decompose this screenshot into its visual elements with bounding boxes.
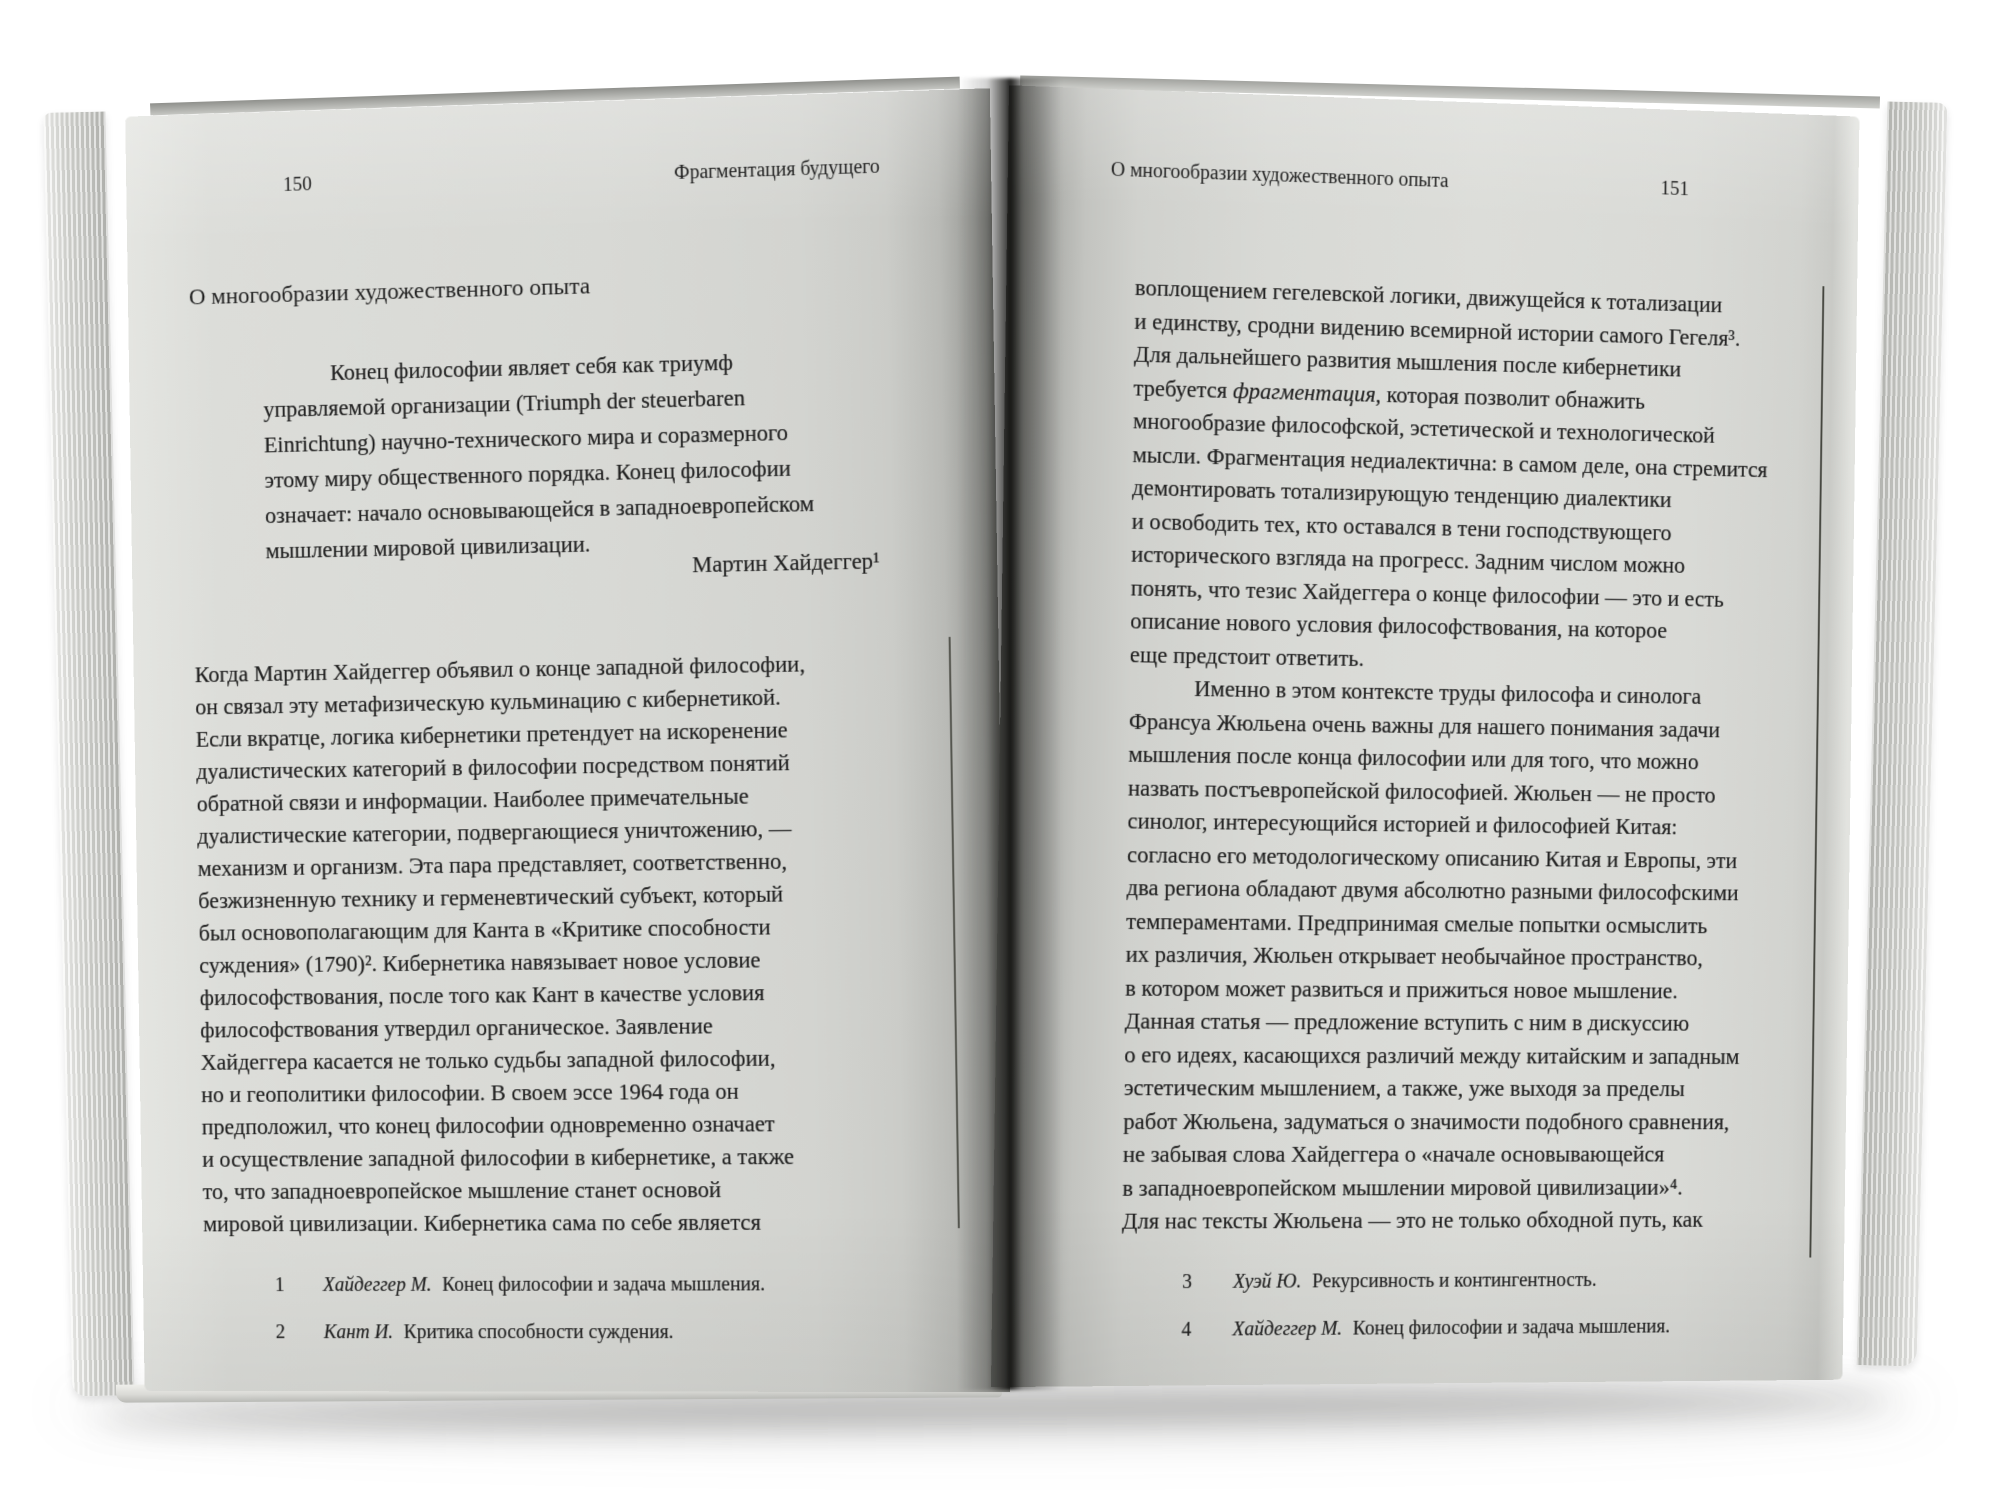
- text-line: был основополагающим для Канта в «Критике способности: [198, 914, 771, 946]
- text-line: работ Жюльена, задуматься о значимости подобного сравнения,: [1123, 1108, 1730, 1134]
- text-line: их различия, Жюльен открывает необычайное пространство,: [1125, 941, 1704, 971]
- footnote-author: Хайдеггер М.: [1232, 1317, 1343, 1341]
- text-line: синолог, интересующийся историей и философией Китая:: [1127, 808, 1678, 840]
- text-line: понять, что тезис Хайдеггера о конце философии — это и есть: [1130, 575, 1725, 612]
- text-line: то, что западноевропейское мышление станет основой: [202, 1177, 722, 1204]
- left-page-folio: 150: [282, 173, 313, 196]
- text-line: согласно его методологическому описанию Китая и Европы, эти: [1126, 841, 1738, 873]
- left-body-text: [195, 648, 814, 1241]
- left-page: [125, 88, 1010, 1392]
- text-line: и единству, сродни видению всемирной истории самого Гегеля³.: [1134, 308, 1741, 351]
- text-line: демонтировать тотализирующую тенденцию диалектики: [1131, 475, 1672, 513]
- text-line: мировой цивилизации. Кибернетика сама по себе является: [203, 1209, 762, 1237]
- text-line: многообразие философской, эстетической и технологической: [1132, 408, 1715, 448]
- text-line: философствования утвердил органическое. Заявление: [200, 1013, 713, 1043]
- footnote-text: Хайдеггер М. Конец философии и задача мышления.: [322, 1273, 766, 1296]
- text-line: эстетическим мышлением, а также, уже выходя за пределы: [1123, 1075, 1685, 1101]
- right-running-title: О многообразии художественного опыта: [1110, 158, 1449, 193]
- footnote-text: Хайдеггер М. Конец философии и задача мышления.: [1232, 1315, 1671, 1341]
- text-line: Einrichtung) научно-технического мира и соразмерного: [263, 420, 789, 458]
- right-body-paragraph-2: [1122, 671, 1745, 1238]
- text-line: мысли. Фрагментация недиалектична: в самом деле, она стремится: [1132, 441, 1768, 482]
- text-line: и осуществление западной философии в кибернетике, а также: [202, 1144, 795, 1172]
- text-line: Именно в этом контексте труды философа и синолога: [1194, 676, 1702, 709]
- text-line: Для дальнейшего развития мышления после кибернетики: [1133, 341, 1682, 382]
- text-line: исторического взгляда на прогресс. Задним числом можно: [1131, 541, 1686, 578]
- section-title: О многообразии художественного опыта: [188, 273, 591, 311]
- footnote-author: Хайдеггер М.: [322, 1274, 432, 1296]
- text-line: Когда Мартин Хайдеггер объявил о конце западной философии,: [194, 651, 806, 688]
- page-stack-right-edge: [1857, 101, 1948, 1366]
- right-page: [991, 85, 1859, 1387]
- text-line: темпераментами. Предпринимая смелые попытки осмыслить: [1125, 908, 1708, 938]
- right-body-paragraph-1: [1130, 271, 1770, 681]
- text-line: дуалистические категории, подвергающиеся уничтожению, —: [197, 815, 792, 849]
- left-footnotes: [204, 1272, 766, 1344]
- footnote: [1121, 1268, 1671, 1294]
- text-line: управляемой организации (Triumph der steuerbaren: [263, 385, 746, 423]
- page-stack-left-edge: [43, 111, 134, 1396]
- text-line: в котором может развиться и прижиться новое мышление.: [1125, 975, 1679, 1003]
- right-page-folio: 151: [1660, 177, 1690, 201]
- text-line: о его идеях, касающихся различий между китайским и западным: [1124, 1041, 1740, 1069]
- right-margin-rule: [1809, 286, 1824, 1257]
- text-line: безжизненную технику и герменевтический субъект, который: [198, 881, 784, 914]
- text-line: и освободить тех, кто оставался в тени господствующего: [1131, 508, 1672, 545]
- text-line: Данная статья — предложение вступить с ним в дискуссию: [1124, 1008, 1690, 1036]
- text-line: еще предстоит ответить.: [1129, 641, 1365, 671]
- text-line: в западноевропейском мышлении мировой цивилизации»⁴.: [1122, 1174, 1683, 1201]
- text-line: Конец философии являет себя как триумф: [329, 349, 734, 386]
- text-line: философствования, после того как Кант в качестве условия: [199, 980, 765, 1011]
- text-line: требуется фрагментация, которая позволит обнажить: [1133, 375, 1646, 414]
- footnote-text: Кант И. Критика способности суждения.: [323, 1321, 674, 1344]
- text-line: описание нового условия философствования, на которое: [1130, 608, 1668, 643]
- left-running-title: Фрагментация будущего: [673, 155, 880, 184]
- text-line: не забывая слова Хайдеггера о «начале основывающейся: [1122, 1141, 1665, 1167]
- text-line: назвать постъевропейской философией. Жюльен — не просто: [1127, 775, 1716, 807]
- right-page-header: [1111, 157, 1814, 206]
- text-line: означает: начало основывающейся в западноевропейском: [264, 491, 815, 528]
- text-line: мышлении мировой цивилизации.: [265, 531, 591, 564]
- right-footnotes: [1120, 1268, 1670, 1342]
- left-margin-rule: [949, 637, 960, 1228]
- footnote-author: Хуэй Ю.: [1232, 1270, 1302, 1293]
- text-line: механизм и организм. Эта пара представляет, соответственно,: [197, 848, 788, 881]
- footnote-number: 2: [275, 1321, 286, 1344]
- footnote-text: Хуэй Ю. Рекурсивность и контингентность.: [1232, 1269, 1597, 1293]
- text-line: Франсуа Жюльена очень важны для нашего понимания задачи: [1128, 708, 1721, 742]
- footnote-number: 1: [274, 1274, 285, 1296]
- footnote-number: 4: [1181, 1318, 1192, 1341]
- text-line: обратной связи и информации. Наиболее примечательные: [196, 783, 749, 817]
- text-line: Для нас тексты Жюльена — это не только обходной путь, как: [1121, 1207, 1704, 1234]
- footnote-number: 3: [1182, 1271, 1193, 1294]
- epigraph-attribution: Мартин Хайдеггер¹: [691, 548, 881, 578]
- footnote: [1120, 1315, 1670, 1342]
- left-page-header: [187, 154, 880, 201]
- text-line: Если вкратце, логика кибернетики претендует на искоренение: [195, 717, 788, 752]
- text-line: суждения» (1790)². Кибернетика навязывает новое условие: [199, 947, 761, 978]
- text-line: мышления после конца философии или для того, что можно: [1128, 741, 1699, 775]
- text-line: но и геополитики философии. В своем эссе 1964 года он: [201, 1078, 739, 1108]
- footnote: [205, 1320, 766, 1344]
- footnote: [204, 1272, 765, 1297]
- text-line: предположил, что конец философии одновременно означает: [201, 1111, 775, 1140]
- text-line: воплощением гегелевской логики, движущейся к тотализации: [1134, 275, 1723, 318]
- epigraph: [263, 343, 815, 569]
- footnote-author: Кант И.: [323, 1321, 394, 1344]
- text-line: Хайдеггера касается не только судьбы западной философии,: [200, 1045, 776, 1075]
- text-line: он связал эту метафизическую кульминацию с кибернетикой.: [195, 684, 781, 720]
- text-line: дуалистических категорий в философии посредством понятий: [196, 750, 790, 784]
- text-line: этому миру общественного порядка. Конец философии: [264, 455, 791, 493]
- text-line: два региона обладают двумя абсолютно разными философскими: [1126, 875, 1739, 906]
